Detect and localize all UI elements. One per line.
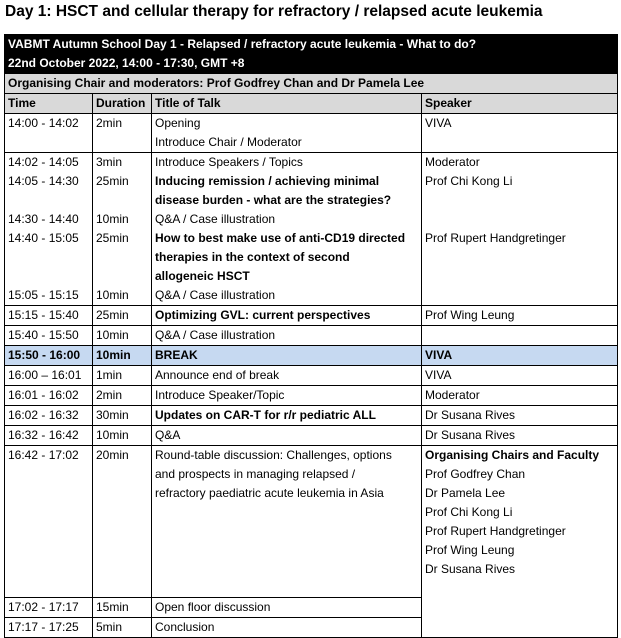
title-line: Open floor discussion [155, 600, 271, 614]
duration-cell: 2min [93, 386, 152, 406]
title-line: Q&A / Case illustration [155, 212, 276, 226]
table-row [5, 386, 618, 406]
faculty-name: Prof Wing Leung [425, 543, 515, 557]
time-cell: 15:50 - 16:00 [5, 346, 93, 366]
title-cell [152, 346, 422, 366]
speaker-cell: VIVA [422, 114, 618, 153]
schedule-table [4, 34, 618, 638]
time-cell: 15:05 - 15:15 [5, 286, 93, 306]
banner-line-2: 22nd October 2022, 14:00 - 17:30, GMT +8 [8, 56, 245, 70]
speaker-cell: Prof Wing Leung [422, 306, 618, 326]
title-line: disease burden - what are the strategies? [155, 193, 392, 207]
title-cell [152, 153, 422, 173]
time-cell: 16:42 - 17:02 [5, 446, 93, 598]
duration-cell: 10min [93, 326, 152, 346]
column-header-row [5, 94, 618, 114]
table-row [5, 172, 618, 210]
banner-cell [5, 35, 618, 74]
faculty-name: Prof Chi Kong Li [425, 505, 513, 519]
title-cell [152, 326, 422, 346]
faculty-name: Dr Susana Rives [425, 562, 516, 576]
duration-cell: 10min [93, 286, 152, 306]
time-cell: 16:01 - 16:02 [5, 386, 93, 406]
time-cell: 15:15 - 15:40 [5, 306, 93, 326]
title-line: Q&A / Case illustration [155, 288, 276, 302]
duration-cell: 1min [93, 366, 152, 386]
title-cell [152, 618, 422, 638]
speaker-cell [422, 286, 618, 306]
duration-cell: 15min [93, 598, 152, 618]
duration-cell: 10min [93, 426, 152, 446]
header-speaker: Speaker [422, 94, 618, 114]
duration-cell: 10min [93, 210, 152, 229]
time-cell: 14:00 - 14:02 [5, 114, 93, 153]
table-row [5, 210, 618, 229]
title-line: Introduce Speaker/Topic [155, 388, 285, 402]
time-cell: 16:02 - 16:32 [5, 406, 93, 426]
time-cell: 14:02 - 14:05 [5, 153, 93, 173]
time-cell: 14:05 - 14:30 [5, 172, 93, 210]
speaker-cell: Moderator [422, 153, 618, 173]
title-line: Opening [155, 116, 201, 130]
duration-cell: 25min [93, 229, 152, 286]
table-row [5, 153, 618, 173]
faculty-name: Prof Rupert Handgretinger [425, 524, 566, 538]
title-cell [152, 426, 422, 446]
duration-cell: 3min [93, 153, 152, 173]
title-cell [152, 406, 422, 426]
title-cell [152, 386, 422, 406]
speaker-cell: VIVA [422, 346, 618, 366]
chairs-cell: Organising Chair and moderators: Prof Godfrey Chan and Dr Pamela Lee [5, 74, 618, 94]
faculty-heading: Organising Chairs and Faculty [425, 448, 600, 462]
header-time: Time [5, 94, 93, 114]
title-cell [152, 229, 422, 286]
banner-line-1: VABMT Autumn School Day 1 - Relapsed / refractory acute leukemia - What to do? [8, 37, 477, 51]
duration-cell: 2min [93, 114, 152, 153]
table-row [5, 366, 618, 386]
time-cell: 14:40 - 15:05 [5, 229, 93, 286]
speaker-cell: Dr Susana Rives [422, 406, 618, 426]
time-cell: 16:00 – 16:01 [5, 366, 93, 386]
table-row [5, 229, 618, 286]
table-row [5, 326, 618, 346]
table-row [5, 306, 618, 326]
title-line: Round-table discussion: Challenges, options [155, 448, 392, 462]
speaker-cell: Prof Rupert Handgretinger [422, 229, 618, 286]
title-line: BREAK [155, 348, 198, 362]
chairs-row [5, 74, 618, 94]
duration-cell: 10min [93, 346, 152, 366]
faculty-cell [422, 446, 618, 638]
speaker-cell [422, 326, 618, 346]
faculty-name: Dr Pamela Lee [425, 486, 506, 500]
duration-cell: 25min [93, 306, 152, 326]
title-cell [152, 210, 422, 229]
faculty-name: Prof Godfrey Chan [425, 467, 526, 481]
table-row [5, 406, 618, 426]
title-line: How to best make use of anti-CD19 directed [155, 231, 406, 245]
title-line: refractory paediatric acute leukemia in Asia [155, 486, 384, 500]
time-cell: 15:40 - 15:50 [5, 326, 93, 346]
title-line: Inducing remission / achieving minimal [155, 174, 380, 188]
table-row [5, 446, 618, 598]
duration-cell: 30min [93, 406, 152, 426]
title-line: Conclusion [155, 620, 215, 634]
time-cell: 14:30 - 14:40 [5, 210, 93, 229]
title-cell [152, 114, 422, 153]
time-cell: 16:32 - 16:42 [5, 426, 93, 446]
title-line: Introduce Speakers / Topics [155, 155, 303, 169]
header-duration: Duration [93, 94, 152, 114]
title-line: Introduce Chair / Moderator [155, 135, 302, 149]
title-cell [152, 598, 422, 618]
table-row [5, 426, 618, 446]
title-line: Q&A / Case illustration [155, 328, 276, 342]
title-cell [152, 306, 422, 326]
title-line: Announce end of break [155, 368, 280, 382]
table-row [5, 286, 618, 306]
title-cell [152, 366, 422, 386]
table-row [5, 114, 618, 153]
title-cell [152, 172, 422, 210]
speaker-cell: VIVA [422, 366, 618, 386]
speaker-cell: Dr Susana Rives [422, 426, 618, 446]
title-line: allogeneic HSCT [155, 269, 250, 283]
title-line: Optimizing GVL: current perspectives [155, 308, 371, 322]
title-line: therapies in the context of second [155, 250, 350, 264]
duration-cell: 20min [93, 446, 152, 598]
duration-cell: 25min [93, 172, 152, 210]
duration-cell: 5min [93, 618, 152, 638]
title-cell [152, 286, 422, 306]
time-cell: 17:02 - 17:17 [5, 598, 93, 618]
title-line: and prospects in managing relapsed / [155, 467, 356, 481]
break-row [5, 346, 618, 366]
title-cell [152, 446, 422, 598]
banner-row [5, 35, 618, 74]
speaker-cell: Prof Chi Kong Li [422, 172, 618, 210]
page-title: Day 1: HSCT and cellular therapy for refractory / relapsed acute leukemia [5, 3, 543, 20]
speaker-cell [422, 210, 618, 229]
title-line: Updates on CAR-T for r/r pediatric ALL [155, 408, 376, 422]
time-cell: 17:17 - 17:25 [5, 618, 93, 638]
title-line: Q&A [155, 428, 181, 442]
speaker-cell: Moderator [422, 386, 618, 406]
header-title: Title of Talk [152, 94, 422, 114]
